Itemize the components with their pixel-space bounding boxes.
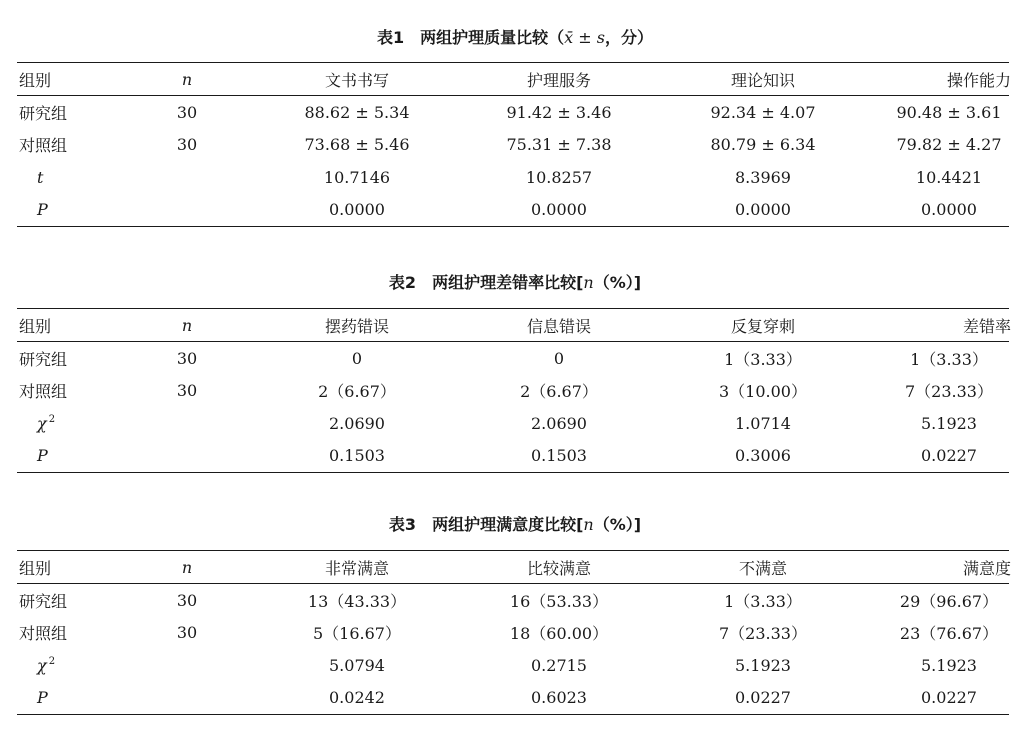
cell: 7（23.33） <box>905 382 993 402</box>
table-row <box>17 649 1009 682</box>
table-row <box>17 440 1009 473</box>
table-3-title: 两组护理满意度比较[ <box>432 515 584 534</box>
table-3-number: 表3 <box>388 515 417 534</box>
table-header-row <box>17 551 1009 584</box>
row-label: 对照组 <box>19 382 68 402</box>
cell: 23（76.67） <box>899 624 999 644</box>
table-2-symbol: n <box>583 273 594 292</box>
row-label: 对照组 <box>19 136 68 156</box>
header-col-3: 理论知识 <box>730 70 795 90</box>
cell: 5.0794 <box>329 655 385 675</box>
table-2-title-tail: （%）] <box>593 273 642 292</box>
table-row <box>17 407 1009 440</box>
cell: 0 <box>553 348 565 368</box>
cell: 2.0690 <box>531 413 587 433</box>
chi-exponent: 2 <box>48 413 56 425</box>
header-group: 组别 <box>19 70 52 90</box>
cell: 5（16.67） <box>313 624 401 644</box>
table-2-number: 表2 <box>388 273 417 292</box>
row-label: 研究组 <box>19 103 68 123</box>
cell: 80.79 ± 6.34 <box>710 135 816 155</box>
cell: 7（23.33） <box>719 624 807 644</box>
table-row <box>17 342 1009 375</box>
cell: 13（43.33） <box>307 591 407 611</box>
cell: 0.0000 <box>921 200 977 220</box>
cell: 8.3969 <box>735 167 791 187</box>
cell: 73.68 ± 5.46 <box>304 135 410 155</box>
row-n: 30 <box>176 590 198 610</box>
cell: 75.31 ± 7.38 <box>506 135 612 155</box>
cell: 0.0227 <box>921 688 977 708</box>
cell: 0.1503 <box>531 446 587 466</box>
cell: 0 <box>351 348 363 368</box>
row-label-chi-square <box>37 407 55 440</box>
header-n: n <box>181 557 193 577</box>
cell: 16（53.33） <box>509 591 609 611</box>
header-group: 组别 <box>19 316 52 336</box>
row-n <box>177 161 197 194</box>
row-n: 30 <box>176 348 198 368</box>
cell: 0.6023 <box>531 688 587 708</box>
table-3-title-tail: （%）] <box>593 515 642 534</box>
table-row <box>17 682 1009 715</box>
cell: 88.62 ± 5.34 <box>304 102 410 122</box>
chi-exponent: 2 <box>48 655 56 667</box>
cell: 90.48 ± 3.61 <box>896 102 1002 122</box>
table-1 <box>17 62 1009 227</box>
table-row <box>17 161 1009 194</box>
cell: 1.0714 <box>735 413 791 433</box>
header-group: 组别 <box>19 558 52 578</box>
header-col-2: 护理服务 <box>526 70 591 90</box>
row-n: 30 <box>176 135 198 155</box>
cell: 10.8257 <box>525 167 593 187</box>
table-1-title-tail: ，分） <box>604 28 653 47</box>
cell: 5.1923 <box>921 413 977 433</box>
table-3-caption <box>0 514 1030 536</box>
cell: 0.2715 <box>531 655 587 675</box>
header-n: n <box>181 315 193 335</box>
cell: 0.0000 <box>531 200 587 220</box>
cell: 5.1923 <box>921 655 977 675</box>
cell: 2（6.67） <box>520 382 598 402</box>
cell: 79.82 ± 4.27 <box>896 135 1002 155</box>
header-col-3: 反复穿刺 <box>730 316 795 336</box>
header-col-2: 比较满意 <box>526 558 591 578</box>
header-col-1: 摆药错误 <box>324 316 389 336</box>
table-1-symbol: x̄ ± s <box>564 28 605 47</box>
cell: 29（96.67） <box>899 591 999 611</box>
header-col-4: 差错率 <box>962 316 1011 336</box>
row-n: 30 <box>176 623 198 643</box>
table-1-title: 两组护理质量比较（ <box>420 28 565 47</box>
chi-symbol: χ <box>37 655 47 675</box>
table-row <box>17 584 1009 617</box>
table-header-row <box>17 309 1009 342</box>
table-2 <box>17 308 1009 473</box>
table-3-symbol: n <box>583 515 594 534</box>
table-3 <box>17 550 1009 715</box>
row-n <box>177 682 197 715</box>
header-col-1: 文书书写 <box>324 70 389 90</box>
header-col-2: 信息错误 <box>526 316 591 336</box>
cell: 0.0000 <box>329 200 385 220</box>
row-label: 研究组 <box>19 591 68 611</box>
cell: 0.1503 <box>329 446 385 466</box>
cell: 5.1923 <box>735 655 791 675</box>
cell: 0.0000 <box>735 200 791 220</box>
cell: 10.4421 <box>915 167 983 187</box>
table-2-title: 两组护理差错率比较[ <box>432 273 584 292</box>
chi-symbol: χ <box>37 413 47 433</box>
cell: 2（6.67） <box>318 382 396 402</box>
cell: 0.0242 <box>329 688 385 708</box>
cell: 1（3.33） <box>724 349 802 369</box>
row-n <box>177 194 197 227</box>
row-label: 研究组 <box>19 349 68 369</box>
header-col-1: 非常满意 <box>324 558 389 578</box>
cell: 1（3.33） <box>724 591 802 611</box>
row-label-p: P <box>37 200 48 220</box>
table-row <box>17 375 1009 408</box>
table-row <box>17 194 1009 227</box>
table-header-row <box>17 63 1009 96</box>
cell: 0.0227 <box>735 688 791 708</box>
row-n <box>177 440 197 473</box>
header-col-4: 满意度 <box>962 558 1011 578</box>
row-n: 30 <box>176 381 198 401</box>
cell: 1（3.33） <box>910 349 988 369</box>
row-n: 30 <box>176 102 198 122</box>
row-label-p: P <box>37 446 48 466</box>
header-col-4: 操作能力 <box>946 70 1011 90</box>
header-n: n <box>181 69 193 89</box>
header-col-3: 不满意 <box>738 558 787 578</box>
cell: 18（60.00） <box>509 624 609 644</box>
table-1-caption <box>0 27 1030 49</box>
table-1-number: 表1 <box>377 28 405 47</box>
cell: 2.0690 <box>329 413 385 433</box>
table-row <box>17 617 1009 650</box>
cell: 91.42 ± 3.46 <box>506 102 612 122</box>
row-label: 对照组 <box>19 624 68 644</box>
table-row <box>17 129 1009 162</box>
table-2-caption <box>0 272 1030 294</box>
cell: 92.34 ± 4.07 <box>710 102 816 122</box>
cell: 0.0227 <box>921 446 977 466</box>
table-row <box>17 96 1009 129</box>
cell: 3（10.00） <box>719 382 807 402</box>
row-label-p: P <box>37 688 48 708</box>
row-label-chi-square <box>37 649 55 682</box>
cell: 10.7146 <box>323 167 391 187</box>
row-label-t: t <box>37 167 44 187</box>
cell: 0.3006 <box>735 446 791 466</box>
